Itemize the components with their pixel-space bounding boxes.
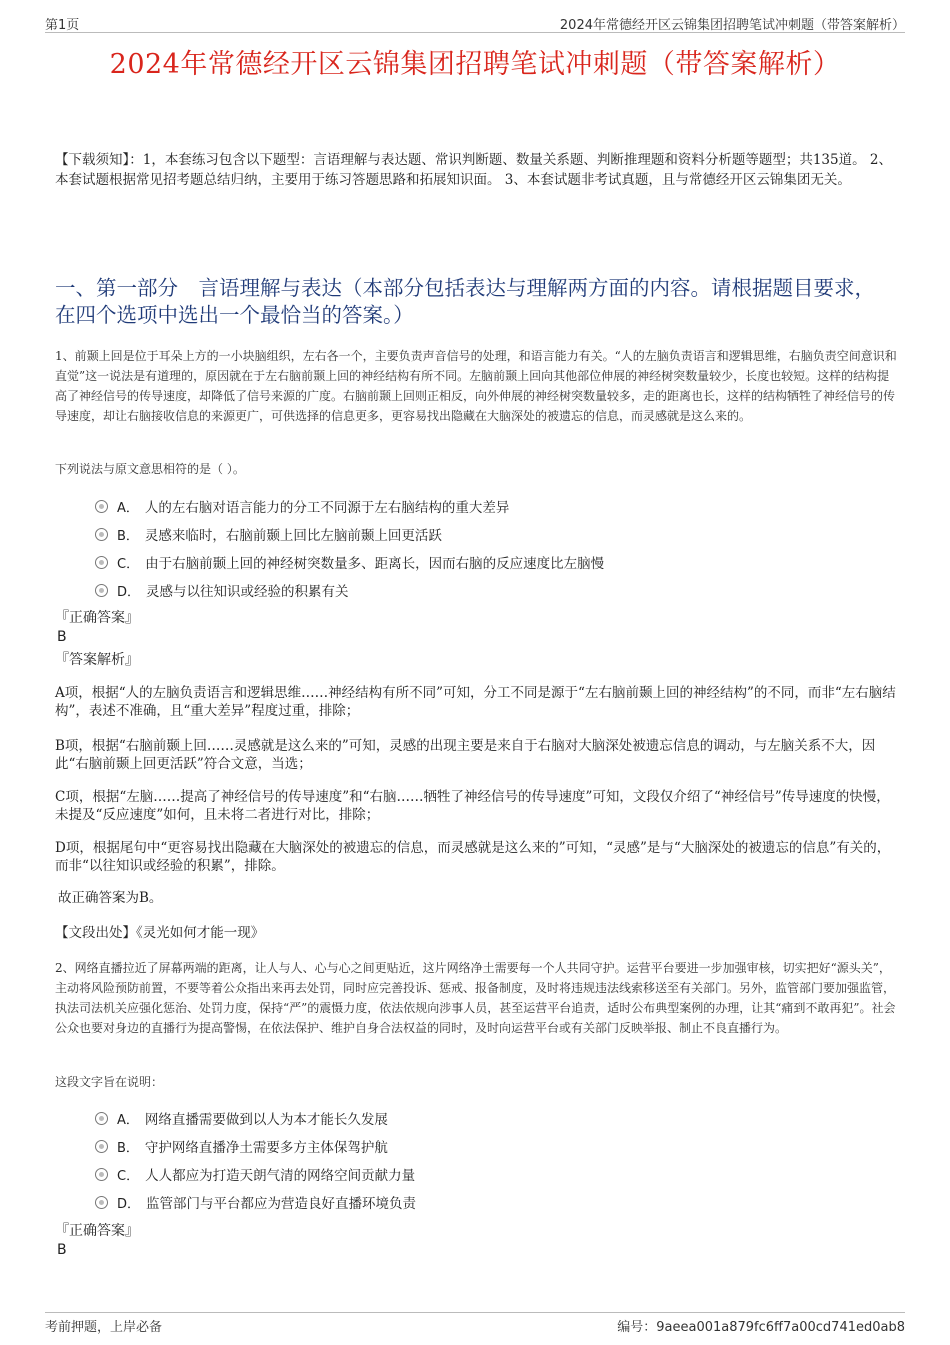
option-text: 灵感与以往知识或经验的积累有关 [146,584,349,600]
question-1-prompt: 下列说法与原文意思相符的是（ ）。 [55,462,245,476]
radio-button-icon[interactable] [95,1140,108,1153]
document-id: 编号：9aeea001a879fc6ff7a00cd741ed0ab8 [617,1320,905,1335]
passage-source: 【文段出处】《灵光如何才能一现》 [55,925,265,941]
correct-answer: B [57,629,67,645]
page-footer [45,1312,905,1333]
option-letter: D． [117,1196,141,1212]
radio-button-icon[interactable] [95,556,108,569]
analysis-conclusion: 故正确答案为B。 [58,890,163,906]
option-d[interactable] [95,1188,890,1216]
correct-answer: B [57,1242,67,1258]
option-c[interactable] [95,1160,890,1188]
option-text: 监管部门与平台都应为营造良好直播环境负责 [146,1196,417,1212]
footer-slogan: 考前押题，上岸必备 [45,1320,163,1335]
analysis-b: B项，根据“右脑前颞上回……灵感就是这么来的”可知，灵感的出现主要是来自于右脑对大脑深处被遗忘信息的调动，与左脑关系不大，因此“右脑前颞上回更活跃”符合文意，当选； [55,738,876,772]
radio-button-icon[interactable] [95,1196,108,1209]
radio-button-icon[interactable] [95,528,108,541]
analysis-d: D项，根据尾句中“更容易找出隐藏在大脑深处的被遗忘的信息，而灵感就是这么来的”可知，“灵感”是与“大脑深处的被遗忘的信息”有关的，而非“以往知识或经验的积累”，排除。 [55,840,891,874]
running-title: 2024年常德经开区云锦集团招聘笔试冲刺题（带答案解析） [559,18,905,33]
option-letter: A． [117,500,139,516]
document-title: 2024年常德经开区云锦集团招聘笔试冲刺题（带答案解析） [109,49,841,80]
analysis-tag: 『答案解析』 [55,652,139,668]
option-text: 灵感来临时，右脑前颞上回比左脑前颞上回更活跃 [144,528,442,544]
radio-button-icon[interactable] [95,584,108,597]
option-d[interactable] [95,576,890,604]
page-header [45,12,905,33]
radio-button-icon[interactable] [95,1112,108,1125]
option-letter: B． [117,1140,139,1156]
option-a[interactable] [95,1104,890,1132]
option-letter: A． [117,1112,139,1128]
analysis-a: A项，根据“人的左脑负责语言和逻辑思维……神经结构有所不同”可知，分工不同是源于“左右脑前颞上回的神经结构”的不同，而非“左右脑结构”，表述不准确，且“重大差异”程度过重，排除； [55,685,896,719]
question-1-passage: 1、前颞上回是位于耳朵上方的一小块脑组织，左右各一个，主要负责声音信号的处理，和语言能力有关。“人的左脑负责语言和逻辑思维，右脑负责空间意识和直觉”这一说法是有道理的，原因就在于左右脑前颞上回的神经结构有所不同。左脑前颞上回向其他部位伸展的神经树突数量较少，长度也较短。这样的结构提高了神经信号的传导速度，却降低了信号来源的广度。右脑前颞上回则正相反，向外伸展的神经树突数量较多，走的距离也长，这样的结构牺牲了神经信号的传导速度，却让右脑接收信息的来源更广，可供选择的信息更多，更容易找出隐藏在大脑深处的被遗忘的信息，而灵感就是这么来的。 [55,349,897,423]
page-number: 第1页 [45,18,80,33]
option-letter: C． [117,556,140,572]
analysis-c: C项，根据“左脑……提高了神经信号的传导速度”和“右脑……牺牲了神经信号的传导速度”可知，文段仅介绍了“神经信号”传导速度的快慢，未提及“反应速度”如何，且未将二者进行对比，排除； [55,789,890,823]
download-notice: 【下载须知】：1，本套练习包含以下题型：言语理解与表达题、常识判断题、数量关系题、判断推理题和资料分析题等题型；共135道。 2、本套试题根据常见招考题总结归纳，主要用于练习答题思路和拓展知识面。 3、本套试题非考试真题，且与常德经开区云锦集团无关。 [55,152,892,188]
question-2-passage: 2、网络直播拉近了屏幕两端的距离，让人与人、心与心之间更贴近，这片网络净土需要每一个人共同守护。运营平台要进一步加强审核，切实把好“源头关”，主动将风险预防前置，不要等着公众指出来再去处罚，同时应完善投诉、惩戒、报备制度，及时将违规违法线索移送至有关部门。另外，监管部门要加强监管，执法司法机关应强化惩治、处罚力度，保持“严”的震慑力度，依法依规向涉事人员，甚至运营平台追责，适时公布典型案例的办理，让其“痛到不敢再犯”。社会公众也要对身边的直播行为提高警惕，在依法保护、维护自身合法权益的同时，及时向运营平台或有关部门反映举报、制止不良直播行为。 [55,961,896,1035]
radio-button-icon[interactable] [95,1168,108,1181]
option-text: 守护网络直播净土需要多方主体保驾护航 [144,1140,388,1156]
option-b[interactable] [95,520,890,548]
answer-tag: 『正确答案』 [55,1223,139,1239]
option-text: 由于右脑前颞上回的神经树突数量多、距离长，因而右脑的反应速度比左脑慢 [145,556,605,572]
option-letter: B． [117,528,139,544]
question-1-options [95,492,890,604]
option-text: 人的左右脑对语言能力的分工不同源于左右脑结构的重大差异 [144,500,510,516]
option-c[interactable] [95,548,890,576]
option-text: 网络直播需要做到以人为本才能长久发展 [144,1112,388,1128]
option-text: 人人都应为打造天朗气清的网络空间贡献力量 [145,1168,416,1184]
question-2-prompt: 这段文字旨在说明： [55,1075,164,1089]
answer-tag: 『正确答案』 [55,610,139,626]
section-heading: 一、第一部分 言语理解与表达（本部分包括表达与理解两方面的内容。请根据题目要求，在四个选项中选出一个最恰当的答案。） [55,276,875,327]
question-2-options [95,1104,890,1216]
option-letter: C． [117,1168,140,1184]
option-a[interactable] [95,492,890,520]
option-b[interactable] [95,1132,890,1160]
option-letter: D． [117,584,141,600]
radio-button-icon[interactable] [95,500,108,513]
